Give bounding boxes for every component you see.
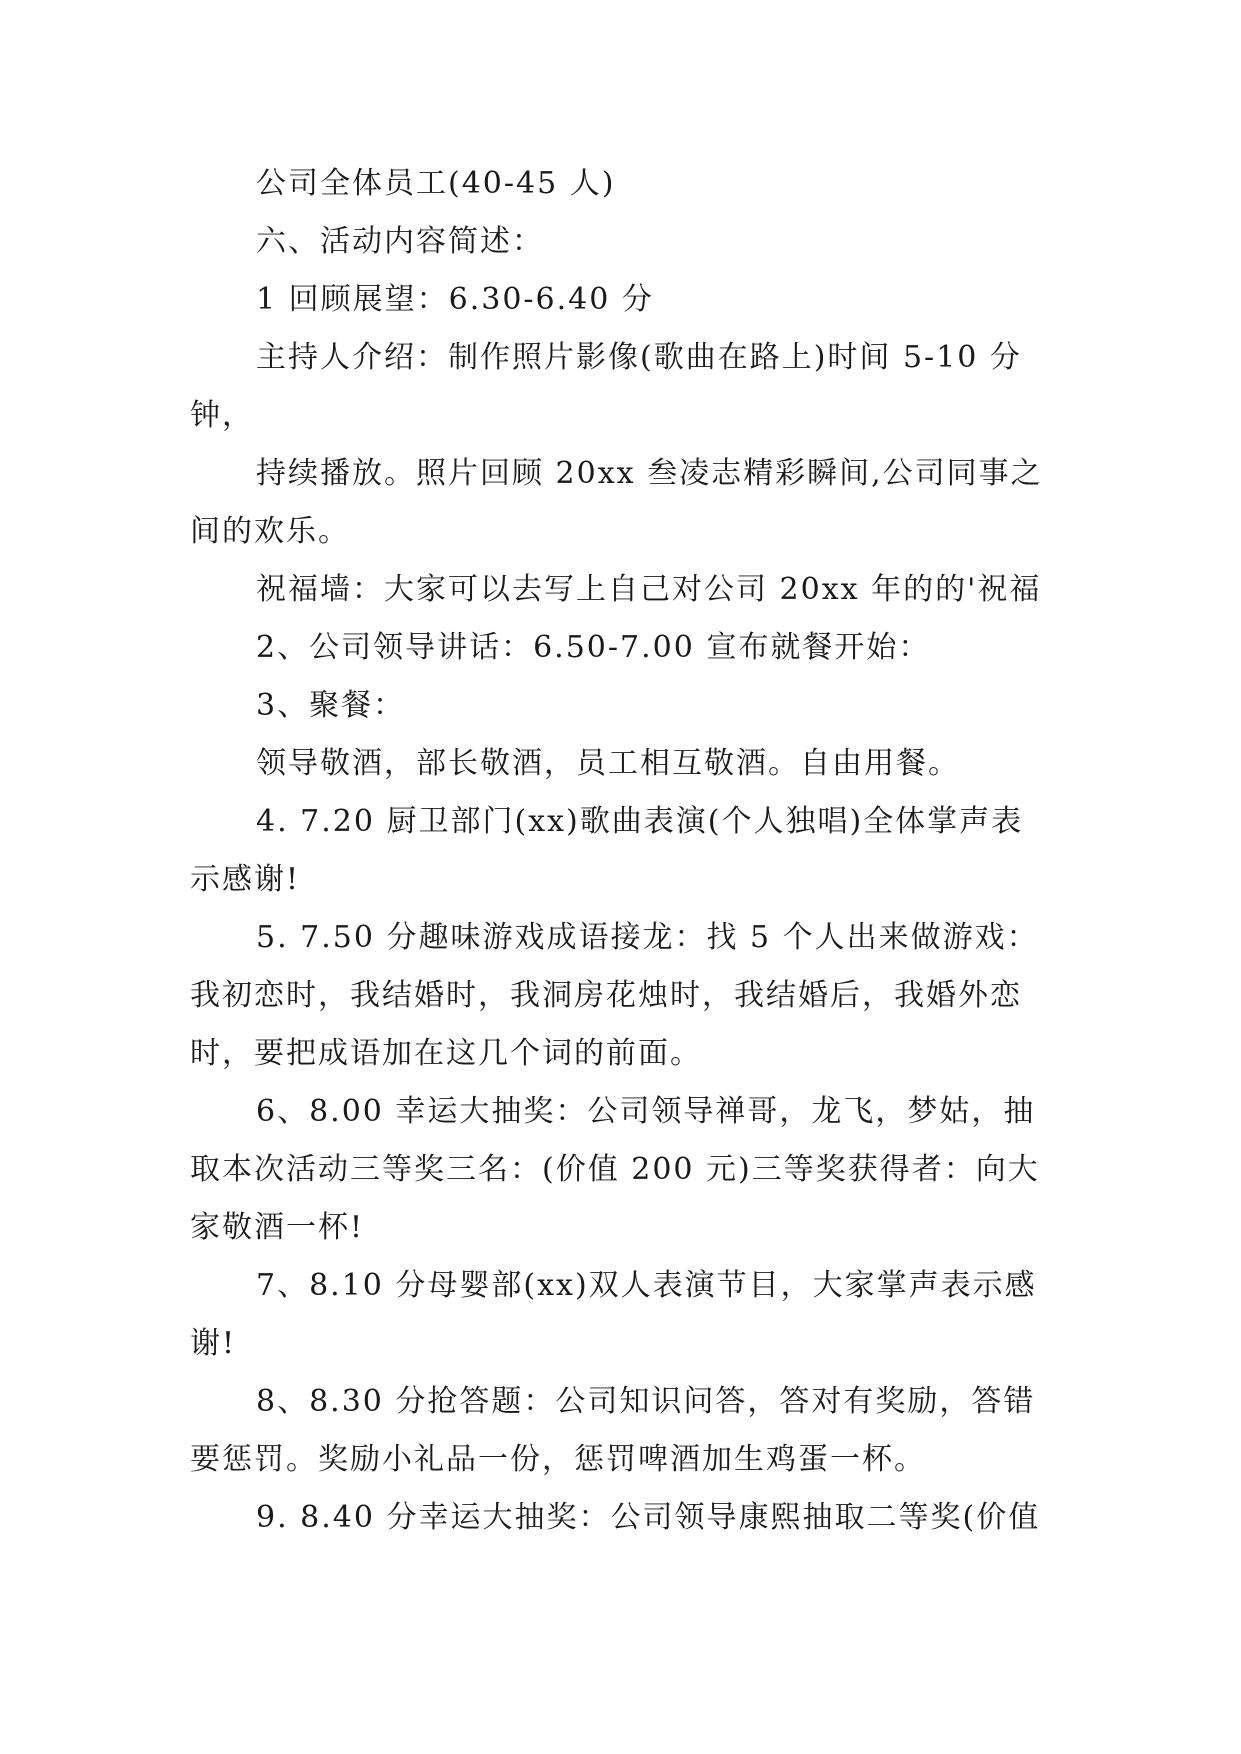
paragraph-attendees: 公司全体员工(40-45 人): [256, 166, 616, 201]
paragraph-third-prize-draw: 6、8.00 幸运大抽奖：公司领导禅哥，龙飞，梦姑，抽取本次活动三等奖三名：(价值 200 元)三等奖获得者：向大家敬酒一杯!: [190, 1094, 1040, 1245]
section-heading-activity-content: 六、活动内容简述：: [256, 224, 544, 259]
paragraph-duet-performance: 7、8.10 分母婴部(xx)双人表演节目，大家掌声表示感谢!: [190, 1268, 1037, 1361]
paragraph-host-intro: 主持人介绍：制作照片影像(歌曲在路上)时间 5-10 分钟，: [190, 340, 1022, 433]
paragraph-photo-review: 持续播放。照片回顾 20xx 叁凌志精彩瞬间,公司同事之间的欢乐。: [190, 456, 1043, 549]
paragraph-song-performance: 4. 7.20 厨卫部门(xx)歌曲表演(个人独唱)全体掌声表示感谢!: [190, 804, 1024, 897]
paragraph-toasts: 领导敬酒，部长敬酒，员工相互敬酒。自由用餐。: [256, 746, 960, 781]
paragraph-wish-wall: 祝福墙：大家可以去写上自己对公司 20xx 年的的'祝福: [256, 572, 1042, 607]
document-body: [190, 155, 1052, 1547]
paragraph-idiom-game: 5. 7.50 分趣味游戏成语接龙：找 5 个人出来做游戏：我初恋时，我结婚时，我洞房花烛时，我结婚后，我婚外恋时，要把成语加在这几个词的前面。: [190, 920, 1039, 1071]
paragraph-review-outlook: 1 回顾展望：6.30-6.40 分: [256, 282, 654, 317]
paragraph-second-prize-draw: 9. 8.40 分幸运大抽奖：公司领导康熙抽取二等奖(价值: [256, 1500, 1041, 1535]
paragraph-leader-speech: 2、公司领导讲话：6.50-7.00 宣布就餐开始：: [256, 630, 931, 665]
paragraph-quiz: 8、8.30 分抢答题：公司知识问答，答对有奖励，答错要惩罚。奖励小礼品一份，惩罚啤酒加生鸡蛋一杯。: [190, 1384, 1036, 1477]
paragraph-dinner: 3、聚餐：: [256, 688, 406, 723]
